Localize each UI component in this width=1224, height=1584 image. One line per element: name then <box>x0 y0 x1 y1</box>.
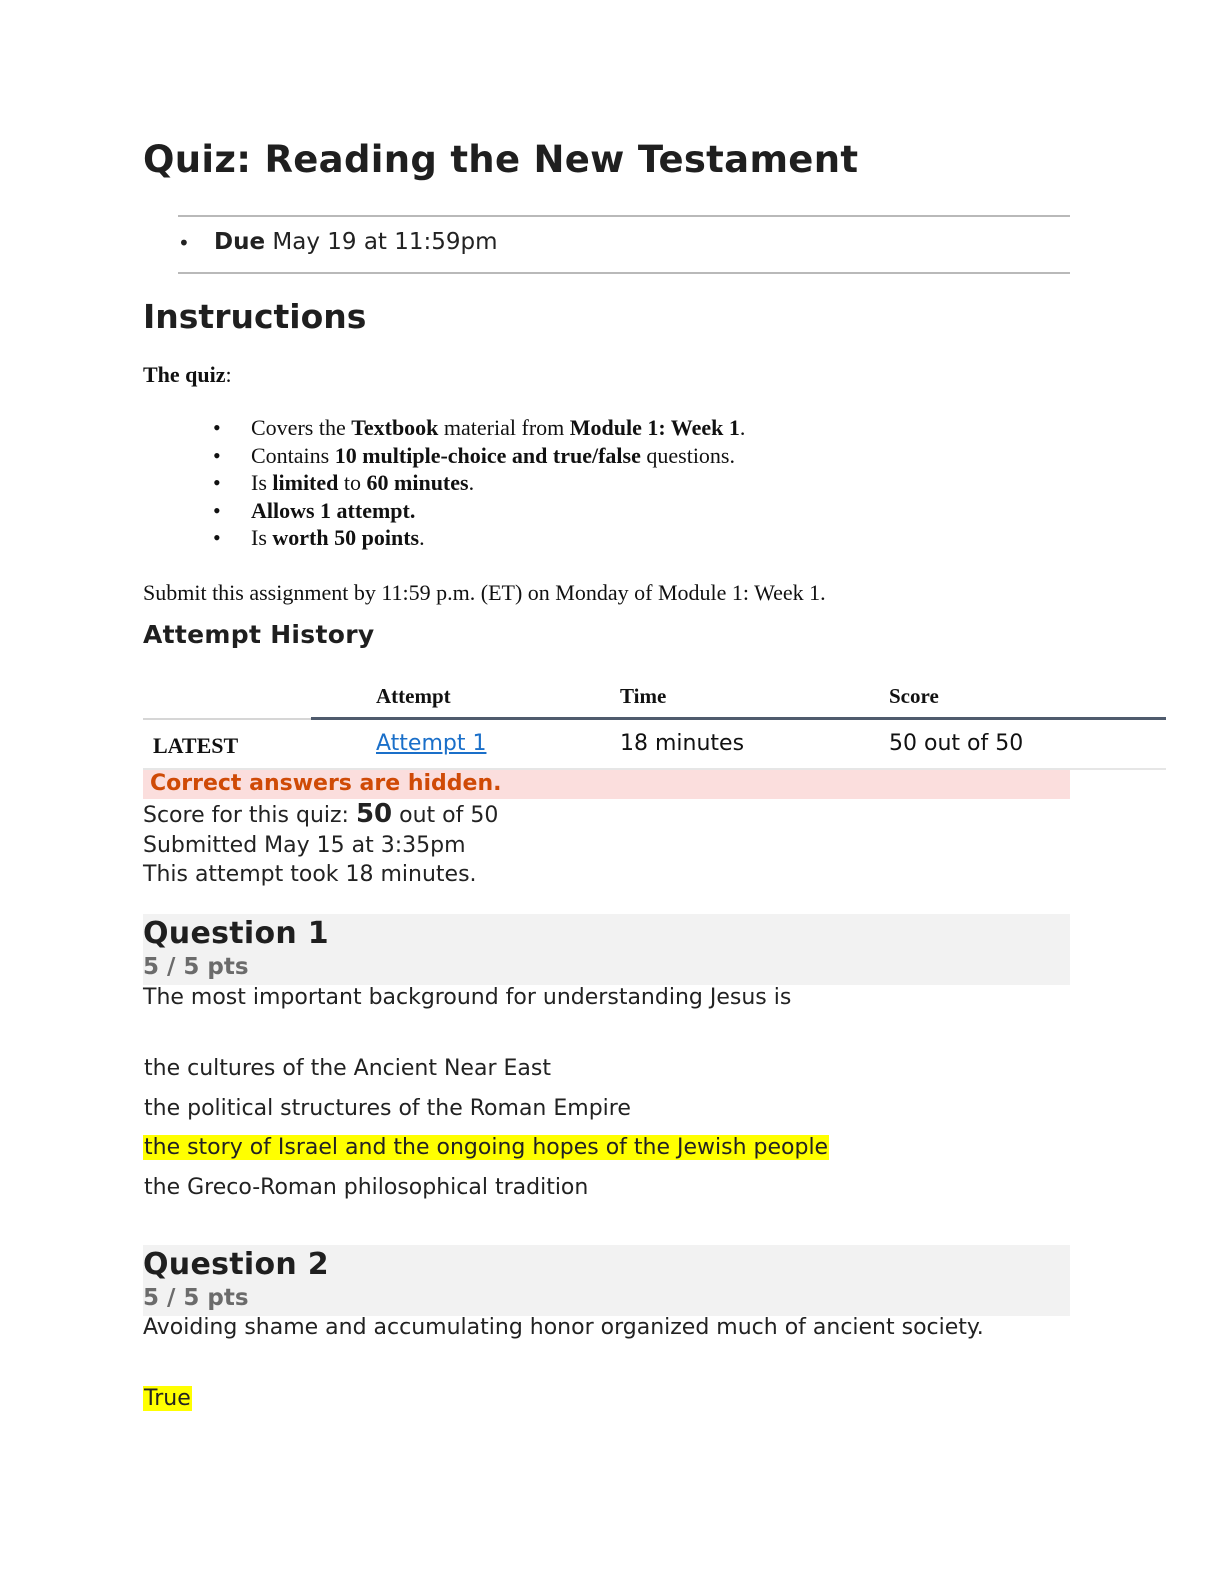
question-title: Question 2 <box>143 1247 329 1282</box>
list-item: • Is worth 50 points. <box>213 525 425 550</box>
column-header-score: Score <box>889 684 939 708</box>
page-title: Quiz: Reading the New Testament <box>143 138 859 181</box>
table-header-divider <box>311 717 1166 720</box>
selected-answer: True <box>144 1386 191 1411</box>
attempt-score: 50 out of 50 <box>889 731 1024 756</box>
divider <box>143 718 311 720</box>
selected-answer: the story of Israel and the ongoing hopes of the Jewish people <box>144 1135 829 1160</box>
attempt-time: 18 minutes <box>620 731 745 756</box>
column-header-time: Time <box>620 684 667 708</box>
question-text: Avoiding shame and accumulating honor organized much of ancient society. <box>143 1315 984 1340</box>
answer-option: the political structures of the Roman Empire <box>144 1096 631 1121</box>
list-item: • Contains 10 multiple-choice and true/false questions. <box>213 442 735 468</box>
quiz-score: Score for this quiz: 50 out of 50 <box>143 799 499 829</box>
answer-option: the cultures of the Ancient Near East <box>144 1056 551 1081</box>
list-item: • Is limited to 60 minutes. <box>213 470 475 495</box>
quiz-summary <box>143 800 498 890</box>
question-points: 5 / 5 pts <box>143 1285 249 1311</box>
question-header <box>143 1245 1070 1316</box>
quiz-intro: The quiz: <box>143 362 232 387</box>
due-box <box>178 215 1070 274</box>
question-points: 5 / 5 pts <box>143 954 249 980</box>
list-item: • Covers the Textbook material from Module 1: Week 1. <box>213 415 746 440</box>
quiz-details-list <box>213 414 745 552</box>
answer-option: the Greco-Roman philosophical tradition <box>144 1175 589 1200</box>
column-header-attempt: Attempt <box>376 684 451 708</box>
submit-note: Submit this assignment by 11:59 p.m. (ET) on Monday of Module 1: Week 1. <box>143 580 826 605</box>
list-item: • Allows 1 attempt. <box>213 497 416 523</box>
question-text: The most important background for understanding Jesus is <box>143 985 792 1010</box>
instructions-heading: Instructions <box>143 297 367 336</box>
answers-hidden-banner <box>143 770 1070 799</box>
submitted-time: Submitted May 15 at 3:35pm <box>143 832 466 858</box>
bullet-icon: • <box>178 231 190 255</box>
latest-label: LATEST <box>153 733 239 758</box>
attempt-duration: This attempt took 18 minutes. <box>143 862 477 887</box>
question-header <box>143 914 1070 985</box>
attempt-history-heading: Attempt History <box>143 620 375 649</box>
due-date: Due May 19 at 11:59pm <box>214 229 498 255</box>
question-title: Question 1 <box>143 916 329 951</box>
banner-text: Correct answers are hidden. <box>150 771 502 796</box>
attempt-link[interactable]: Attempt 1 <box>376 731 487 756</box>
